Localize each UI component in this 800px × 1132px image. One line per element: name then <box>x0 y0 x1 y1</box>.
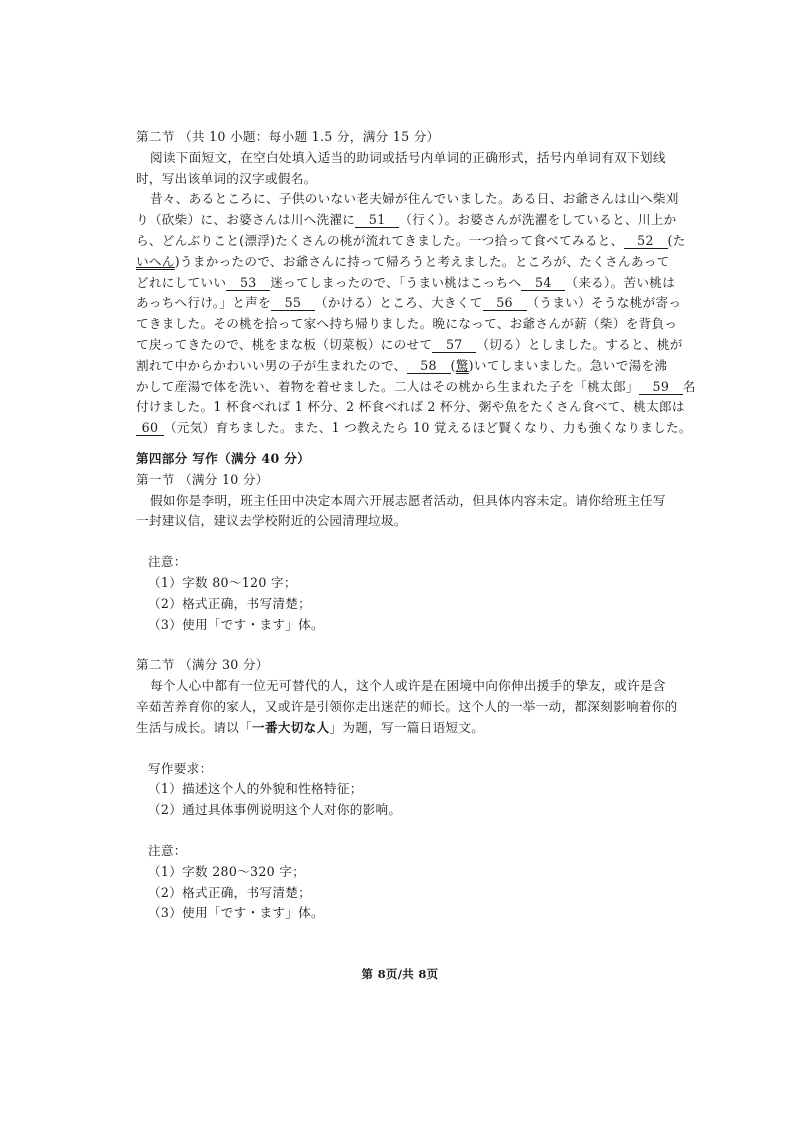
part4-s2-prompt-1: 每个人心中都有一位无可替代的人，这个人或许是在困境中向你伸出援手的挚友，或许是含 <box>150 678 666 694</box>
part4-title: 第四部分 写作（满分 40 分） <box>136 450 311 466</box>
requirements-title: 写作要求： <box>148 760 213 776</box>
blank-58[interactable]: 58 <box>407 358 451 374</box>
s2-note-title: 注意： <box>148 842 187 858</box>
s1-note-3: （3）使用「です・ます」体。 <box>148 616 324 632</box>
s2-note-1: （1）字数 280～320 字； <box>148 863 306 879</box>
prompt-text: 生活与成长。请以「 <box>136 719 253 735</box>
part4-s1-prompt-2: 一封建议信，建议去学校附近的公园清理垃圾。 <box>136 513 407 529</box>
passage-text: ら、どんぶりこと(漂浮)たくさんの桃が流れてきました。一つ拾って食べてみると、 <box>136 232 624 248</box>
page-number: 第 8页/共 8页 <box>361 967 439 981</box>
passage-line-8 <box>136 335 686 356</box>
passage-line-10 <box>136 377 696 398</box>
s1-note-2: （2）格式正确，书写清楚； <box>148 595 312 611</box>
part4-s1-prompt-1: 假如你是李明，班主任田中决定本周六开展志愿者活动，但具体内容未定。请你给班主任写 <box>150 492 666 508</box>
blank-51[interactable]: 51 <box>355 212 399 228</box>
requirement-1: （1）描述这个人的外貌和性格特征； <box>148 781 363 797</box>
essay-topic: 一番大切な人 <box>252 719 330 735</box>
passage-line-7: てきました。その桃を拾って家へ持ち帰りました。晩になって、お爺さんが薪（柴）を背負っ <box>136 316 678 332</box>
blank-55[interactable]: 55 <box>271 295 315 311</box>
s2-note-2: （2）格式正确，书写清楚； <box>148 884 312 900</box>
passage-text: （行く）。お婆さんが洗濯をしていると、川上か <box>399 212 677 228</box>
blank-53[interactable]: 53 <box>226 275 270 291</box>
s1-note-1: （1）字数 80～120 字； <box>148 574 297 590</box>
passage-line-11: 付けました。1 杯食べれば 1 杯分、2 杯食べれば 2 杯分、粥や魚をたくさん食べて、桃太郎は <box>136 399 685 415</box>
passage-line-12 <box>136 418 692 439</box>
passage-text: (た <box>667 232 686 248</box>
requirement-2: （2）通过具体事例说明这个人对你的影响。 <box>148 802 402 818</box>
blank-60[interactable]: 60 <box>136 420 164 436</box>
s1-note-title: 注意： <box>148 554 187 570</box>
instructions-line-2: 时，写出该单词的汉字或假名。 <box>136 170 317 186</box>
passage-line-5 <box>136 273 686 294</box>
s2-note-3: （3）使用「です・ます」体。 <box>148 905 324 921</box>
passage-text: 割れて中からかわいい男の子が生まれたので、 <box>136 357 407 373</box>
passage-text: )いてしまいました。急いで湯を沸 <box>468 357 668 373</box>
part4-section1-title: 第一节 （满分 10 分） <box>136 471 269 487</box>
passage-line-6 <box>136 293 686 314</box>
passage-text: （来る）。苦い桃は <box>565 274 676 290</box>
passage-text: （かける）ところ、大きくて <box>314 295 483 311</box>
passage-text: り（砍柴）に、お婆さんは川へ洗濯に <box>136 212 356 228</box>
passage-text: かして産湯で体を洗い、着物を着せました。二人はその桃から生まれた子を「桃太郎」 <box>136 378 639 394</box>
passage-line-9 <box>136 356 686 377</box>
passage-text: 迷ってしまったので、「うまい桃はこっちへ <box>270 274 522 290</box>
part4-s2-prompt-3 <box>136 718 686 739</box>
blank-59[interactable]: 59 <box>639 379 683 395</box>
passage-text: （うまい）そうな桃が寄っ <box>526 295 682 311</box>
instructions-line-1: 阅读下面短文，在空白处填入适当的助词或括号内单词的正确形式，括号内单词有双下划线 <box>150 149 666 165</box>
passage-text: )うまかったので、お爺さんに持って帰ろうと考えました。ところが、たくさんあって <box>174 253 670 269</box>
blank-56[interactable]: 56 <box>483 295 527 311</box>
passage-line-4 <box>136 252 686 273</box>
exam-page <box>136 127 696 924</box>
passage-line-2 <box>136 210 686 231</box>
blank-54[interactable]: 54 <box>521 275 565 291</box>
passage-text: （元気）育ちました。また、1 つ教えたら 10 覚えるほど賢くなり、力も強くなりました。 <box>164 420 692 436</box>
passage-text: （切る）としました。すると、桃が <box>476 336 683 352</box>
passage-text: ( <box>450 357 456 373</box>
passage-line-3 <box>136 231 686 252</box>
part4-s2-prompt-2: 辛茹苦养育你的家人，又或许是引领你走出迷茫的师长。这个人的一举一动，都深刻影响着你的 <box>136 698 678 714</box>
passage-text: どれにしていい <box>136 274 227 290</box>
double-underlined-word: いへん <box>136 253 175 269</box>
passage-text: 名 <box>682 378 696 394</box>
part4-section2-title: 第二节 （满分 30 分） <box>136 657 269 673</box>
prompt-text: 」为题，写一篇日语短文。 <box>329 719 485 735</box>
passage-text: て戻ってきたので、桃をまな板（切菜板）にのせて <box>136 336 433 352</box>
passage-text: あっちへ行け。」と声を <box>136 295 271 311</box>
double-underlined-word: 驚 <box>455 357 469 373</box>
blank-57[interactable]: 57 <box>432 337 476 353</box>
blank-52[interactable]: 52 <box>624 233 668 249</box>
section2-title: 第二节 （共 10 小题：每小题 1.5 分，满分 15 分） <box>136 129 440 144</box>
passage-line-1: 昔々、あるところに、子供のいない老夫婦が住んでいました。ある日、お爺さんは山へ柴刈 <box>150 191 679 207</box>
